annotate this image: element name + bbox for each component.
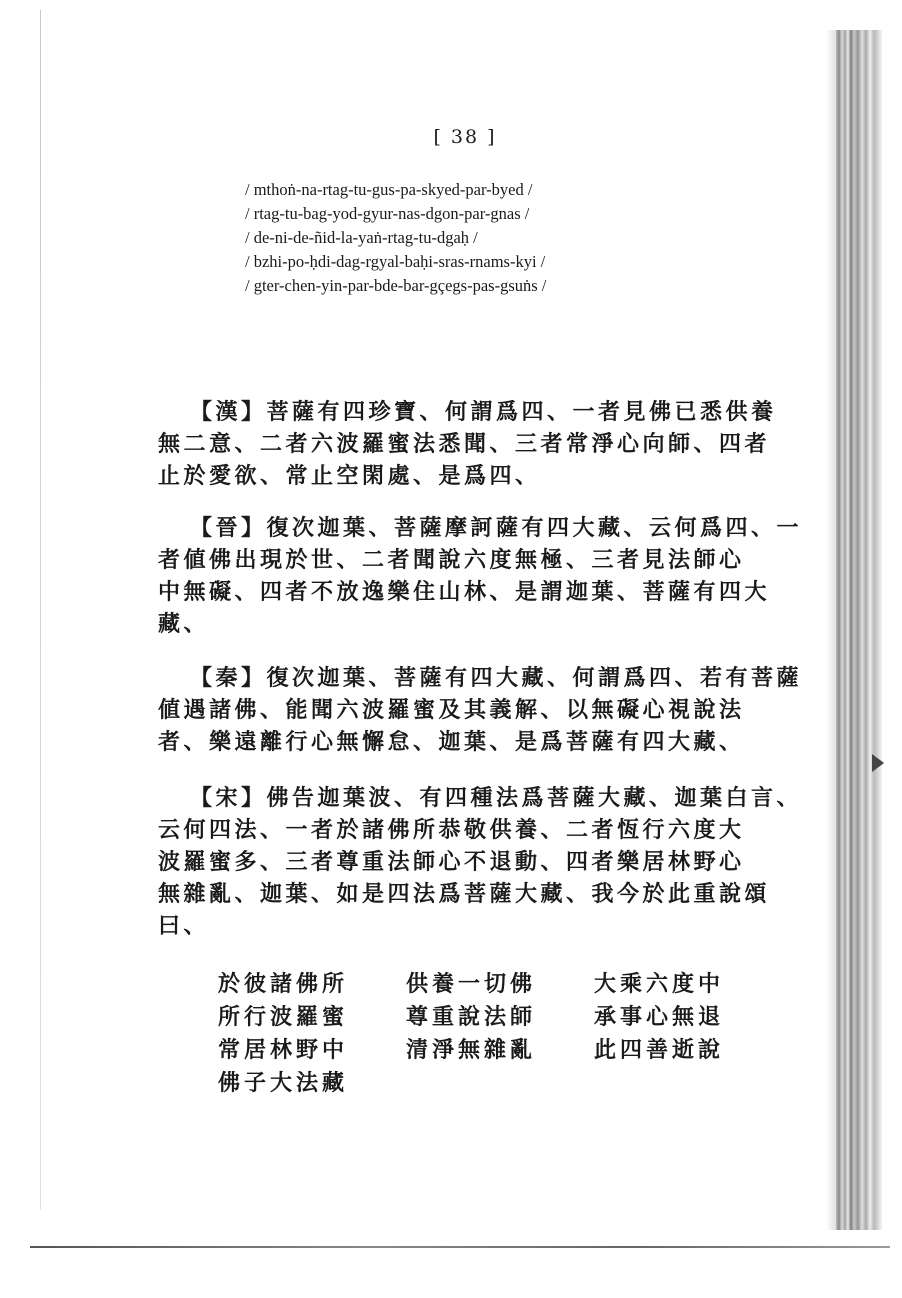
verse-phrase: 供養一切佛 — [406, 971, 537, 997]
verse-phrase: 大乘六度中 — [594, 971, 725, 997]
paragraph-line: 【晉】復次迦葉、菩薩摩訶薩有四大藏、云何爲四、一 — [190, 515, 803, 541]
page-number: [ 38 ] — [433, 126, 497, 148]
verse-phrase — [406, 1067, 594, 1100]
paragraph-qin — [158, 662, 808, 758]
book-binding-edge — [836, 30, 882, 1230]
verse-phrase: 於彼諸佛所 — [218, 971, 349, 997]
paragraph-line: 値遇諸佛、能聞六波羅蜜及其義解、以無礙心視說法 — [158, 697, 745, 723]
paragraph-song — [158, 782, 808, 942]
verse-phrase: 所行波羅蜜 — [218, 1004, 349, 1030]
verse-phrase: 此四善逝說 — [594, 1037, 725, 1063]
paragraph-line: 曰、 — [158, 913, 210, 939]
verse-phrase: 尊重說法師 — [406, 1004, 537, 1030]
paragraph-line: 無雜亂、迦葉、如是四法爲菩薩大藏、我今於此重說頌 — [158, 881, 771, 907]
paragraph-jin — [158, 512, 808, 640]
paragraph-line: 云何四法、一者於諸佛所恭敬供養、二者恆行六度大 — [158, 817, 745, 843]
tibetan-verse-block — [245, 178, 546, 298]
paragraph-line: 【漢】菩薩有四珍寶、何謂爲四、一者見佛已悉供養 — [190, 399, 777, 425]
paragraph-line: 無二意、二者六波羅蜜法悉聞、三者常淨心向師、四者 — [158, 431, 771, 457]
paragraph-line: 【宋】佛告迦葉波、有四種法爲菩薩大藏、迦葉白言、 — [190, 785, 803, 811]
verse-phrase: 常居林野中 — [218, 1037, 349, 1063]
verse-row — [218, 1067, 782, 1100]
tibetan-line: / bzhi-po-ḥdi-dag-rgyal-baḥi-sras-rnams-kyi / — [245, 252, 546, 271]
paragraph-line: 止於愛欲、常止空閑處、是爲四、 — [158, 463, 541, 489]
tibetan-line: / gter-chen-yin-par-bde-bar-gçegs-pas-gsuṅs / — [245, 276, 547, 295]
left-margin-rule — [40, 10, 41, 1210]
verse-row — [218, 968, 782, 1001]
paragraph-line: 波羅蜜多、三者尊重法師心不退動、四者樂居林野心 — [158, 849, 745, 875]
verse-block — [218, 968, 782, 1100]
tibetan-line: / rtag-tu-bag-yod-gyur-nas-dgon-par-gnas / — [245, 204, 530, 223]
paragraph-line: 中無礙、四者不放逸樂住山林、是謂迦葉、菩薩有四大 — [158, 579, 771, 605]
tibetan-line: / de-ni-de-ñid-la-yaṅ-rtag-tu-dgaḥ / — [245, 228, 478, 247]
paragraph-line: 藏、 — [158, 611, 210, 637]
verse-row — [218, 1034, 782, 1067]
verse-phrase: 清淨無雜亂 — [406, 1037, 537, 1063]
binding-arrow-icon — [872, 754, 884, 772]
paragraph-line: 【秦】復次迦葉、菩薩有四大藏、何謂爲四、若有菩薩 — [190, 665, 803, 691]
tibetan-line: / mthoṅ-na-rtag-tu-gus-pa-skyed-par-byed / — [245, 180, 533, 199]
verse-phrase: 佛子大法藏 — [218, 1070, 349, 1096]
paragraph-line: 者、樂遠離行心無懈怠、迦葉、是爲菩薩有四大藏、 — [158, 729, 745, 755]
verse-row — [218, 1001, 782, 1034]
bottom-rule — [30, 1246, 890, 1248]
verse-phrase — [594, 1067, 782, 1100]
paragraph-han — [158, 396, 808, 492]
verse-phrase: 承事心無退 — [594, 1004, 725, 1030]
paragraph-line: 者値佛出現於世、二者聞說六度無極、三者見法師心 — [158, 547, 745, 573]
